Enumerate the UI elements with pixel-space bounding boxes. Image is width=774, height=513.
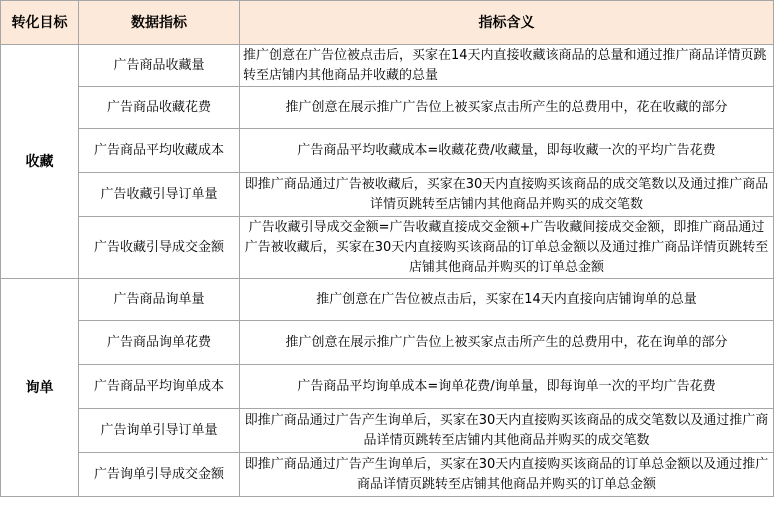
metric-definition: 广告收藏引导成交金额=广告收藏直接成交金额+广告收藏间接成交金额，即推广商品通过广告被收藏后，买家在30天内直接购买该商品的订单总金额以及通过推广商品详情页跳转至店铺其他商品并购买的订单总金额 xyxy=(240,217,774,279)
table-row xyxy=(1,409,774,453)
header-row xyxy=(1,1,774,45)
table-row xyxy=(1,321,774,365)
metric-name: 广告商品平均询单成本 xyxy=(79,365,240,409)
metric-definition: 即推广商品通过广告产生询单后，买家在30天内直接购买该商品的订单总金额以及通过推广商品详情页跳转至店铺其他商品并购买的订单总金额 xyxy=(240,453,774,497)
metric-name: 广告询单引导成交金额 xyxy=(79,453,240,497)
table-row xyxy=(1,279,774,321)
table-row xyxy=(1,365,774,409)
metric-definition: 推广创意在广告位被点击后，买家在14天内直接向店铺询单的总量 xyxy=(240,279,774,321)
table-row xyxy=(1,217,774,279)
metric-name: 广告询单引导订单量 xyxy=(79,409,240,453)
metric-name: 广告商品收藏花费 xyxy=(79,87,240,129)
metric-definition: 广告商品平均询单成本=询单花费/询单量，即每询单一次的平均广告花费 xyxy=(240,365,774,409)
metric-name: 广告商品询单量 xyxy=(79,279,240,321)
table-row xyxy=(1,453,774,497)
metric-definition: 推广创意在广告位被点击后，买家在14天内直接收藏该商品的总量和通过推广商品详情页跳转至店铺内其他商品并收藏的总量 xyxy=(240,45,774,87)
metric-definition: 推广创意在展示推广广告位上被买家点击所产生的总费用中，花在询单的部分 xyxy=(240,321,774,365)
header-conversion-goal: 转化目标 xyxy=(1,1,79,45)
group-label-favorite: 收藏 xyxy=(1,45,79,279)
header-metric: 数据指标 xyxy=(79,1,240,45)
metric-name: 广告商品收藏量 xyxy=(79,45,240,87)
header-definition: 指标含义 xyxy=(240,1,774,45)
metric-definition: 即推广商品通过广告被收藏后，买家在30天内直接购买该商品的成交笔数以及通过推广商品详情页跳转至店铺内其他商品并购买的成交笔数 xyxy=(240,173,774,217)
table-row xyxy=(1,45,774,87)
metric-name: 广告商品平均收藏成本 xyxy=(79,129,240,173)
table-row xyxy=(1,87,774,129)
metric-definition: 广告商品平均收藏成本=收藏花费/收藏量，即每收藏一次的平均广告花费 xyxy=(240,129,774,173)
table-row xyxy=(1,173,774,217)
table-row xyxy=(1,129,774,173)
metric-definition: 推广创意在展示推广广告位上被买家点击所产生的总费用中，花在收藏的部分 xyxy=(240,87,774,129)
metric-name: 广告收藏引导成交金额 xyxy=(79,217,240,279)
metric-definition: 即推广商品通过广告产生询单后，买家在30天内直接购买该商品的成交笔数以及通过推广商品详情页跳转至店铺内其他商品并购买的成交笔数 xyxy=(240,409,774,453)
group-label-inquiry: 询单 xyxy=(1,279,79,497)
metric-name: 广告收藏引导订单量 xyxy=(79,173,240,217)
metric-name: 广告商品询单花费 xyxy=(79,321,240,365)
